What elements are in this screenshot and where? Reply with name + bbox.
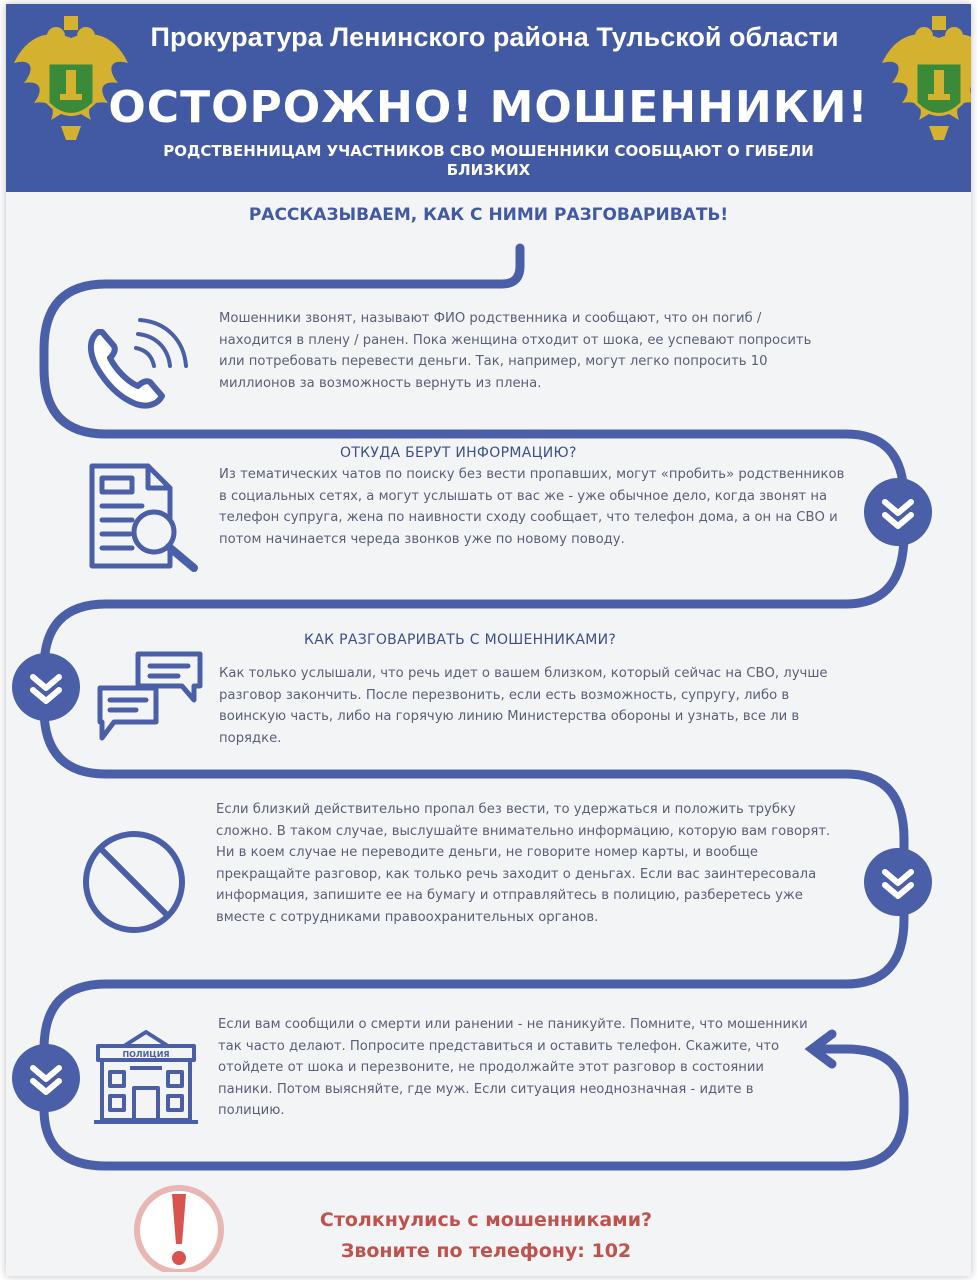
organization-name: Прокуратура Ленинского района Тульской области — [150, 22, 839, 52]
chat-bubbles-icon — [94, 648, 206, 744]
footer-question: Столкнулись с мошенниками? — [319, 1209, 653, 1231]
main-title: ОСТОРОЖНО! МОШЕННИКИ! — [108, 82, 869, 133]
building-label: ПОЛИЦИЯ — [122, 1050, 170, 1059]
exclamation-circle-icon — [124, 1182, 234, 1272]
chevron-down-icon — [12, 653, 80, 721]
chevron-down-icon — [12, 1044, 80, 1112]
block-text: Из тематических чатов по поиску без вести пропавших, могут «пробить» родственников в социальных сетях, а могут услышать от вас же - уже обычное дело, когда звонят на телефон супруга, жена по наивности сходу сообщает, что телефон дома, а он на СВО и потом начинается череда звонков уже по новому поводу. — [219, 467, 845, 547]
block-text: Как только услышали, что речь идет о вашем близком, который сейчас на СВО, лучше разговор закончить. После перезвонить, если есть возможность, супругу, либо в воинскую часть, либо на горячую линию Министерства обороны и узнать, все ли в порядке. — [219, 666, 828, 746]
block-text: Если вам сообщили о смерти или ранении - не паникуйте. Помните, что мошенники так часто делают. Попросите представиться и оставить телефон. Скажите, что отойдете от шока и перезвоните, не продолжайте этот разговор в состоянии паники. Потом выясняйте, где муж. Если ситуация неоднозначная - идите в полицию. — [218, 1017, 808, 1118]
poster — [6, 4, 971, 1276]
block-title: ОТКУДА БЕРУТ ИНФОРМАЦИЮ? — [340, 445, 577, 461]
block-text: Мошенники звонят, называют ФИО родственника и сообщают, что он погиб / находится в плену / ранен. Пока женщина отходит от шока, ее успевают попросить или потребовать перевести деньги. Так, например, могут легко попросить 10 миллионов за возможность вернуть из плена. — [219, 311, 812, 391]
intro-heading: РАССКАЗЫВАЕМ, КАК С НИМИ РАЗГОВАРИВАТЬ! — [248, 205, 729, 225]
block-title: КАК РАЗГОВАРИВАТЬ С МОШЕННИКАМИ? — [304, 632, 617, 648]
prohibited-icon — [78, 826, 190, 938]
chevron-down-icon — [864, 848, 932, 916]
phone-icon — [80, 310, 192, 410]
chevron-down-icon — [864, 478, 932, 546]
block-text: Если близкий действительно пропал без вести, то удержаться и положить трубку сложно. В таком случае, выслушайте внимательно информацию, которую вам говорят. Ни в коем случае не переводите деньги, не говорите номер карты, и вообще прекращайте разговор, как только речь заходит о деньгах. Если вас заинтересовала информация, запишите ее на бумагу и отправляйтесь в полицию, разберетесь уже вместе с сотрудниками правоохранительных органов. — [216, 802, 831, 925]
police-building-icon — [90, 1028, 202, 1126]
subtitle: РОДСТВЕННИЦАМ УЧАСТНИКОВ СВО МОШЕННИКИ СООБЩАЮТ О ГИБЕЛИ БЛИЗКИХ — [163, 142, 814, 179]
document-search-icon — [86, 460, 204, 576]
footer-phone: Звоните по телефону: 102 — [340, 1240, 632, 1262]
